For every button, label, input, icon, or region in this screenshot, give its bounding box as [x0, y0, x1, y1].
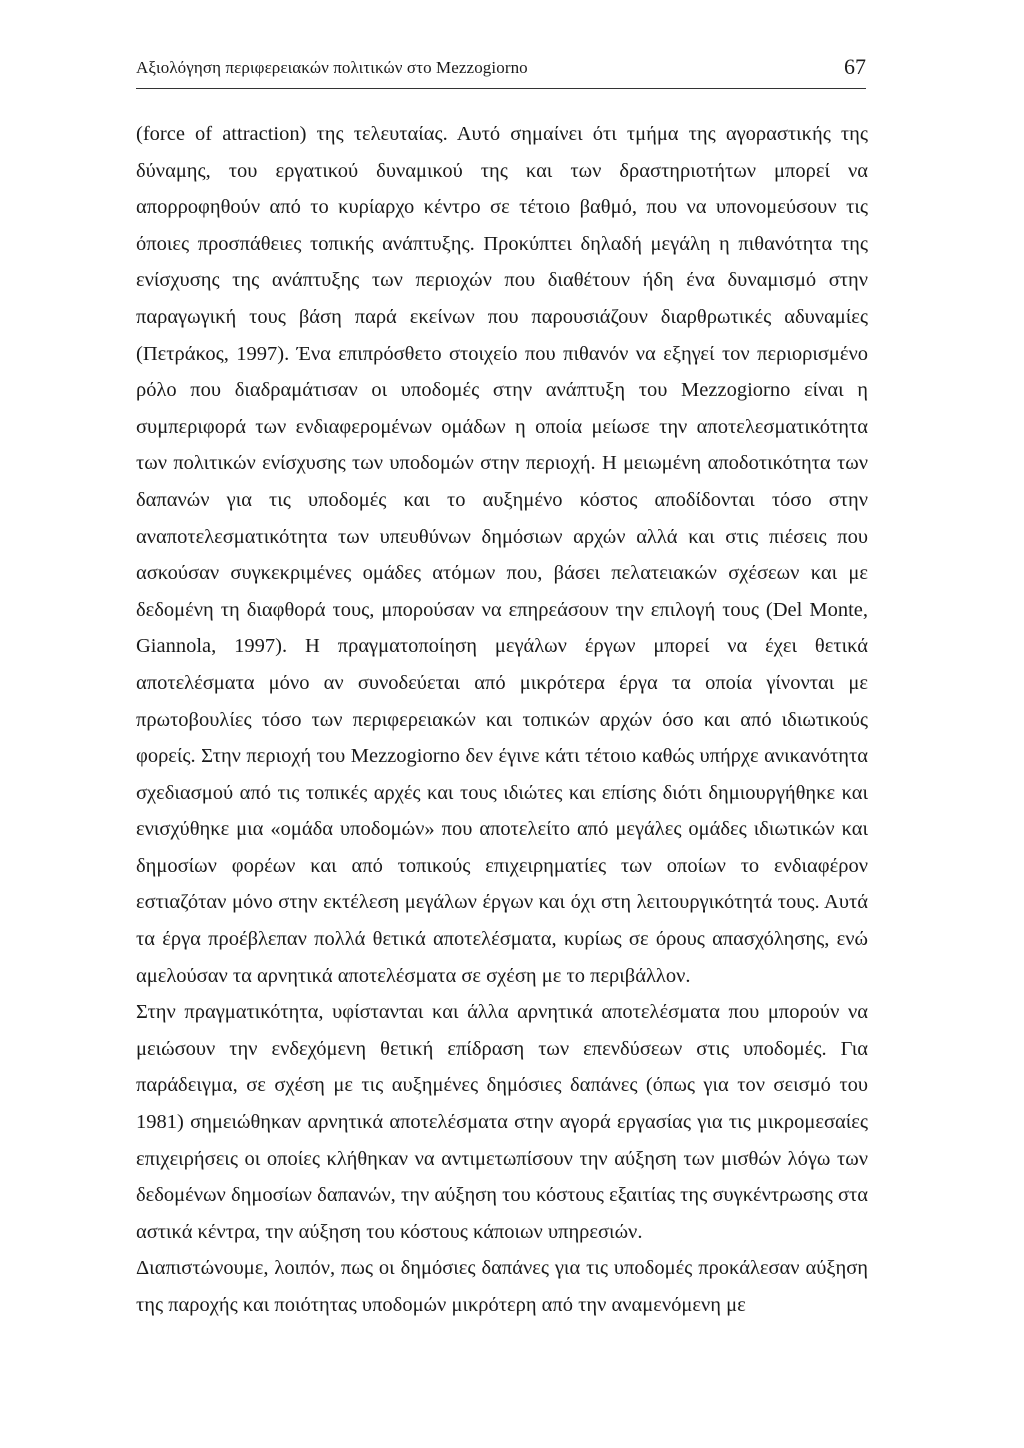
body-text — [136, 116, 868, 1324]
paragraph: Στην πραγματικότητα, υφίστανται και άλλα αρνητικά αποτελέσματα που μπορούν να μειώσουν την ενδεχόμενη θετική επίδραση των επενδύσεων στις υποδομές. Για παράδειγμα, σε σχέση με τις αυξημένες δημόσιες δαπάνες (όπως για τον σεισμό του 1981) σημειώθηκαν αρνητικά αποτελέσματα στην αγορά εργασίας για τις μικρομεσαίες επιχειρήσεις οι οποίες κλήθηκαν να αντιμετωπίσουν την αύξηση των μισθών λόγω των δεδομένων δημοσίων δαπανών, την αύξηση του κόστους εξαιτίας της συγκέντρωσης στα αστικά κέντρα, την αύξηση του κόστους κάποιων υπηρεσιών. — [136, 1001, 868, 1243]
running-header — [136, 52, 866, 89]
paragraph: (force of attraction) της τελευταίας. Αυτό σημαίνει ότι τμήμα της αγοραστικής της δύναμης, του εργατικού δυναμικού της και των δραστηριοτήτων μπορεί να απορροφηθούν από το κυρίαρχο κέντρο σε τέτοιο βαθμό, που να υπονομεύσουν τις όποιες προσπάθειες τοπικής ανάπτυξης. Προκύπτει δηλαδή μεγάλη η πιθανότητα της ενίσχυσης της ανάπτυξης των περιοχών που διαθέτουν ήδη ένα δυναμισμό στην παραγωγική τους βάση παρά εκείνων που παρουσιάζουν διαρθρωτικές αδυναμίες (Πετράκος, 1997). Ένα επιπρόσθετο στοιχείο που πιθανόν να εξηγεί τον περιορισμένο ρόλο που διαδραμάτισαν οι υποδομές στην ανάπτυξη του Mezzogiorno είναι η συμπεριφορά των ενδιαφερομένων ομάδων η οποία μείωσε την αποτελεσματικότητα των πολιτικών ενίσχυσης των υποδομών στην περιοχή. Η μειωμένη αποδοτικότητα των δαπανών για τις υποδομές και το αυξημένο κόστος αποδίδονται τόσο στην αναποτελεσματικότητα των υπευθύνων δημόσιων αρχών αλλά και στις πιέσεις που ασκούσαν συγκεκριμένες ομάδες ατόμων που, βάσει πελατειακών σχέσεων και με δεδομένη τη διαφθορά τους, μπορούσαν να επηρεάσουν την επιλογή τους (Del Monte, Giannola, 1997). Η πραγματοποίηση μεγάλων έργων μπορεί να έχει θετικά αποτελέσματα μόνο αν συνοδεύεται από μικρότερα έργα τα οποία γίνονται με πρωτοβουλίες τόσο των περιφερειακών και τοπικών αρχών όσο και από ιδιωτικούς φορείς. Στην περιοχή του Mezzogiorno δεν έγινε κάτι τέτοιο καθώς υπήρχε ανικανότητα σχεδιασμού από τις τοπικές αρχές και τους ιδιώτες και επίσης διότι δημιουργήθηκε και ενισχύθηκε μια «ομάδα υποδομών» που αποτελείτο από μεγάλες ομάδες ιδιωτικών και δημοσίων φορέων και από τοπικούς επιχειρηματίες των οποίων το ενδιαφέρον εστιαζόταν μόνο στην εκτέλεση μεγάλων έργων και όχι στη λειτουργικότητά τους. Αυτά τα έργα προέβλεπαν πολλά θετικά αποτελέσματα, κυρίως σε όρους απασχόλησης, ενώ αμελούσαν τα αρνητικά αποτελέσματα σε σχέση με το περιβάλλον. — [136, 123, 868, 987]
header-title: Αξιολόγηση περιφερειακών πολιτικών στο Mezzogiorno — [136, 58, 528, 77]
page-number: 67 — [844, 54, 866, 79]
paragraph: Διαπιστώνουμε, λοιπόν, πως οι δημόσιες δαπάνες για τις υποδομές προκάλεσαν αύξηση της παροχής και ποιότητας υποδομών μικρότερη από την αναμενόμενη με — [136, 1257, 868, 1316]
